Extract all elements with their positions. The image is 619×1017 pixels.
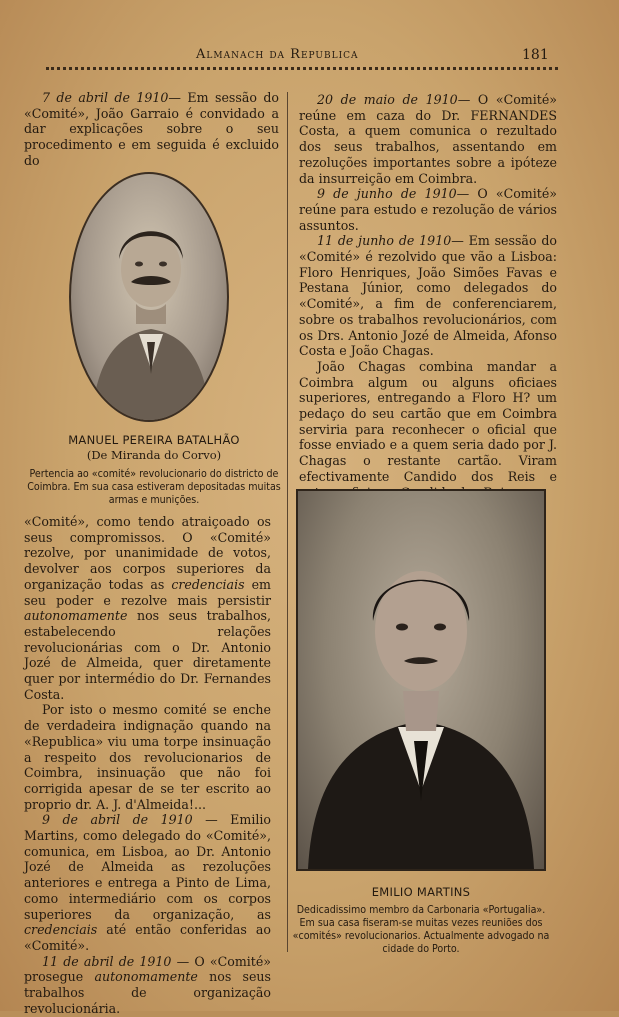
portrait-illustration [298, 491, 544, 869]
text-span: «Comité», como tendo atraiçoado os seus compromissos. O «Comité» rezolve, por unanimidade de votos, devolver aos corpos superiores da organização todas as [24, 514, 271, 592]
entry-text: — O «Comité» reúne para estudo e rezolução de vários assuntos. [299, 186, 557, 233]
page-number: 181 [522, 47, 549, 63]
portrait-photo-emilio-martins [296, 489, 546, 871]
emphasis-autonomamente: autonomamente [24, 608, 128, 624]
paragraph-9-abril [24, 812, 271, 953]
entry-date: 7 de abril de 1910 [42, 90, 169, 105]
text-span: em seu poder e rezolve mais persistir [24, 576, 271, 608]
caption-emilio-martins [290, 886, 552, 956]
entry-text: — O «Comité» reúne em caza do Dr. FERNANDES Costa, a quem comunica o rezultado dos seus trabalhos, assentando em rezoluções importantes sobre a ipóteze da insurreição em Coimbra. [299, 92, 557, 186]
caption-manuel-pereira-batalhao [24, 434, 284, 507]
entry-text: — Em sessão do «Comité», João Garraio é convidado a dar explicações sobre o seu procedimento e em seguida é excluido do [24, 90, 279, 168]
paragraph-20-maio [299, 92, 557, 186]
text-span: nos seus trabalhos de organização revolucionária. [24, 969, 272, 1016]
column-divider [287, 92, 288, 952]
emphasis-credenciais: credenciais [24, 922, 98, 938]
emphasis-credenciais: credenciais [171, 576, 245, 592]
text-span: nos seus trabalhos, estabelecendo relações revolucionárias com o Dr. Antonio Jozé de Almeida, quer diretamente quer por intermédio do Dr. Fernandes Costa. [24, 608, 271, 702]
entry-date: 20 de maio de 1910 [317, 92, 458, 107]
entry-date: 9 de abril de 1910 [42, 812, 193, 828]
left-column-top [24, 90, 279, 169]
paragraph-7-abril [24, 90, 279, 169]
entry-date: 11 de abril de 1910 [42, 953, 172, 969]
caption-subtitle: (De Miranda do Corvo) [86, 448, 222, 462]
portrait-photo-manuel-pereira-batalhao [69, 172, 229, 422]
left-column-bottom [24, 514, 271, 1017]
text-span: — O «Comité» prosegue [24, 953, 272, 985]
emphasis-autonomamente: autonomamente [94, 969, 198, 985]
paragraph-comite-devolve [24, 514, 271, 702]
caption-name: MANUEL PEREIRA BATALHÃO [68, 433, 240, 447]
caption-name: EMILIO MARTINS [371, 885, 471, 899]
text-span: — Emilio Martins, como delegado do «Comité», comunica, em Lisboa, ao Dr. Antonio Jozé de Almeida as rezoluções anteriores e entrega a Pinto de Lima, como intermediário com os corpos superiores da organização, as [24, 812, 271, 922]
right-column [299, 92, 557, 500]
caption-description: Pertencia ao «comité» revolucionario do districto de Coimbra. Em sua casa estiveram depositadas muitas armas e munições. [27, 468, 281, 506]
running-title: Almanach da Republica [196, 47, 359, 62]
entry-date: 11 de junho de 1910 [317, 233, 452, 249]
paragraph-joao-chagas: João Chagas combina mandar a Coimbra algum ou alguns oficiaes superiores, entregando a Floro H? um pedaço do seu cartão que em Coimbra serviria para reconhecer o oficial que fosse enviado e a quem seria dado por J. Chagas o restante cartão. Viram efectivamente Candido dos Reis e [299, 358, 557, 484]
entry-text: — Em sessão do «Comité» é rezolvido que vão a Lisboa: Floro Henriques, João Simões Favas e Pestana Júnior, como delegados do «Comité», a fim de conferenciarem, sobre os trabalhos revolucionários, com os Drs. Antonio Jozé de Almeida, Afonso Costa e João Chagas. [299, 233, 557, 359]
header-dotted-rule [46, 67, 558, 70]
paragraph-9-junho [299, 186, 557, 233]
portrait-illustration [71, 174, 229, 422]
entry-date: 9 de junho de 1910 [317, 186, 457, 202]
page-header [0, 45, 619, 69]
paragraph-11-abril [24, 954, 271, 1017]
text-span: até então conferidas ao «Comité». [24, 922, 271, 953]
paragraph-11-junho [299, 233, 557, 359]
paragraph-indignacao: Por isto o mesmo comité se enche de verdadeira indignação quando na «Republica» viu uma torpe insinuação a respeito dos revolucionarios de Coimbra, insinuação que não foi corrigida apesar de se ter escrito ao proprio dr. A. J. d'Almeida!... [24, 702, 271, 812]
caption-description: Dedicadissimo membro da Carbonaria «Portugalia». Em sua casa fiseram-se muitas vezes reuniões dos «comités» revolucionarios. Actualmente advogado na cidade do Porto. [292, 904, 550, 955]
